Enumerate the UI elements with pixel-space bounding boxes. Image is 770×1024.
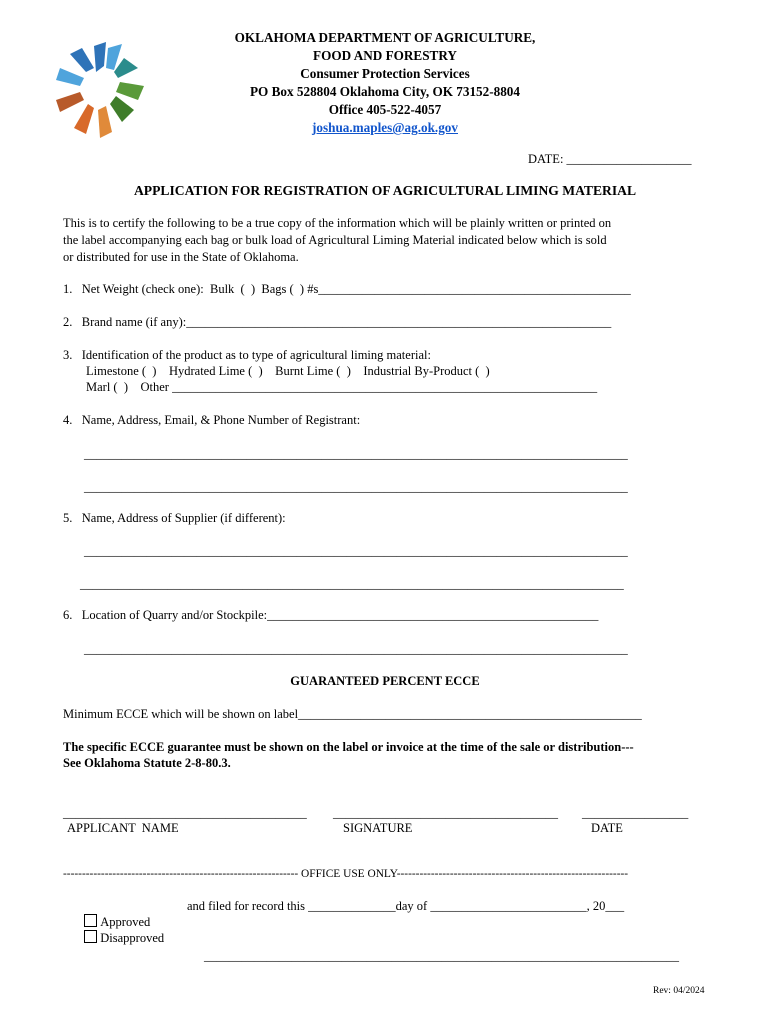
signature-label: SIGNATURE [343, 821, 413, 835]
date-field[interactable]: DATE: ____________________ [528, 152, 692, 166]
agency-header [0, 29, 770, 137]
disapproved-checkbox[interactable] [84, 930, 97, 943]
supplier-question: 5. Name, Address of Supplier (if different): [63, 511, 286, 525]
date-label: DATE [591, 821, 623, 835]
quarry-blank[interactable]: _______________________________________________________________________________________ [84, 642, 628, 656]
mailing-address: PO Box 528804 Oklahoma City, OK 73152-8804 [250, 84, 520, 99]
net-weight-field[interactable]: 1. Net Weight (check one): Bulk ( ) Bags ( ) #s__________________________________________________ [63, 282, 631, 296]
intro-line-1: This is to certify the following to be a true copy of the information which will be plainly written or printed on [63, 216, 612, 230]
intro-line-3: or distributed for use in the State of Oklahoma. [63, 250, 299, 264]
org-line-1: OKLAHOMA DEPARTMENT OF AGRICULTURE, [234, 30, 536, 45]
office-phone: Office 405-522-4057 [328, 102, 442, 117]
product-type-options[interactable]: Limestone ( ) Hydrated Lime ( ) Burnt Lime ( ) Industrial By-Product ( ) [86, 364, 490, 378]
office-signature-line[interactable]: ____________________________________________________________________________ [204, 949, 679, 963]
registrant-blank-2[interactable]: _______________________________________________________________________________________ [84, 480, 628, 494]
date-line[interactable]: _________________ [582, 806, 689, 820]
approved-label: Approved [100, 915, 151, 929]
intro-line-2: the label accompanying each bag or bulk load of Agricultural Liming Material indicated below which is sold [63, 233, 607, 247]
form-title: APPLICATION FOR REGISTRATION OF AGRICULTURAL LIMING MATERIAL [133, 183, 637, 198]
ecce-heading: GUARANTEED PERCENT ECCE [290, 674, 480, 688]
registrant-question: 4. Name, Address, Email, & Phone Number of Registrant: [63, 413, 361, 427]
statute-note-line-1: The specific ECCE guarantee must be shown on the label or invoice at the time of the sale or distribution--- [63, 740, 634, 754]
signature-line[interactable]: ____________________________________ [333, 806, 558, 820]
supplier-blank-1[interactable]: _______________________________________________________________________________________ [84, 544, 628, 558]
statute-note-line-2: See Oklahoma Statute 2-8-80.3. [63, 756, 231, 770]
minimum-ecce-field[interactable]: Minimum ECCE which will be shown on label_______________________________________________________ [63, 707, 642, 721]
filed-for-record-field[interactable]: and filed for record this ______________day of _________________________, 20___ [187, 899, 625, 913]
product-type-other[interactable]: Marl ( ) Other ____________________________________________________________________ [86, 380, 598, 394]
division: Consumer Protection Services [300, 66, 470, 81]
disapproved-label: Disapproved [100, 931, 165, 945]
org-line-2: FOOD AND FORESTRY [313, 48, 457, 63]
office-use-divider: -------------------------------------------------------------- OFFICE USE ONLY------------------------------------------------------------- [63, 868, 629, 880]
brand-name-field[interactable]: 2. Brand name (if any):____________________________________________________________________ [63, 315, 612, 329]
disapproved-option[interactable] [78, 915, 164, 946]
applicant-name-label: APPLICANT NAME [67, 821, 179, 835]
email-link[interactable]: joshua.maples@ag.ok.gov [312, 120, 458, 135]
supplier-blank-2[interactable]: _______________________________________________________________________________________ [80, 577, 624, 591]
revision-date: Rev: 04/2024 [653, 986, 705, 996]
registrant-blank-1[interactable]: _______________________________________________________________________________________ [84, 447, 628, 461]
applicant-name-line[interactable]: _______________________________________ [63, 806, 307, 820]
product-type-question: 3. Identification of the product as to type of agricultural liming material: [63, 348, 431, 362]
quarry-location-field[interactable]: 6. Location of Quarry and/or Stockpile:_____________________________________________________ [63, 608, 599, 622]
